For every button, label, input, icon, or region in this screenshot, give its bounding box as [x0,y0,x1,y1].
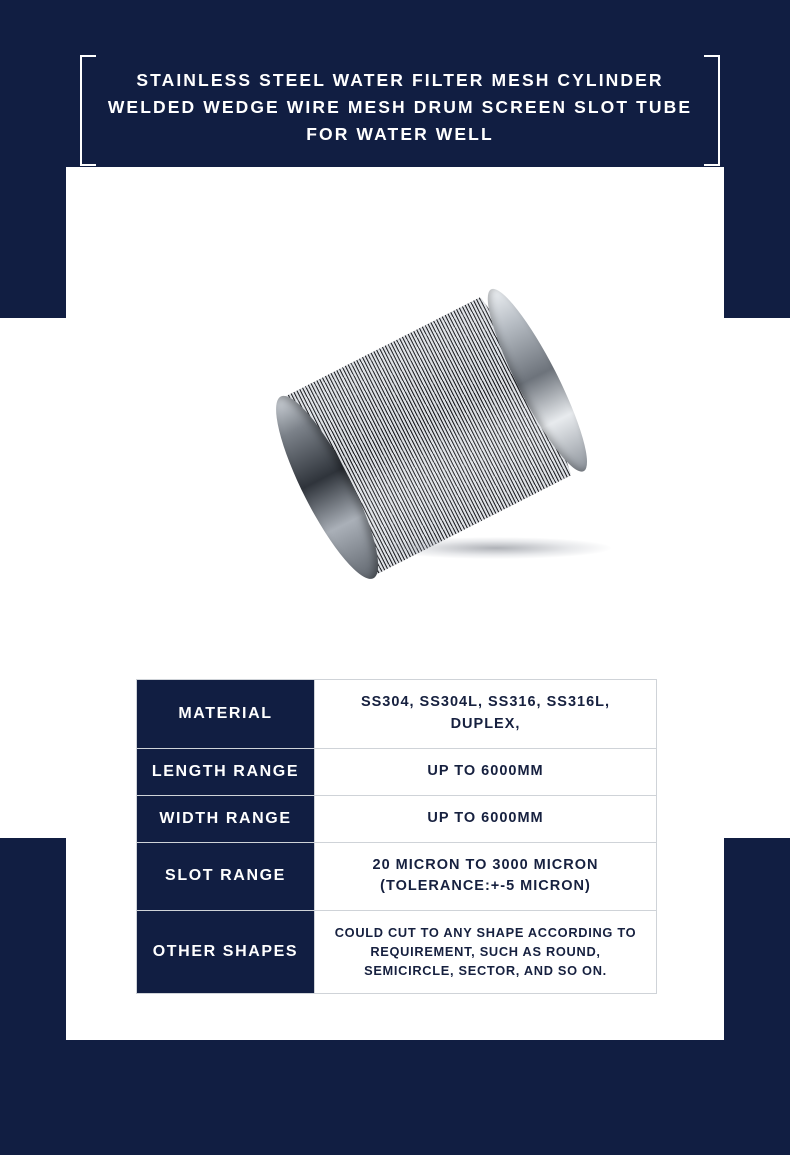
product-image-area [66,167,724,667]
spec-label-slot-range: SLOT RANGE [137,842,315,911]
title-box [80,55,720,162]
table-row [137,748,657,795]
spec-label-material: MATERIAL [137,680,315,749]
table-row [137,680,657,749]
table-row [137,911,657,994]
spec-label-other-shapes: OTHER SHAPES [137,911,315,994]
page-title: STAINLESS STEEL WATER FILTER MESH CYLINDER WELDED WEDGE WIRE MESH DRUM SCREEN SLOT TUBE FOR WATER WELL [107,70,693,145]
specification-table [136,679,657,994]
table-row [137,795,657,842]
spec-value-other-shapes: COULD CUT TO ANY SHAPE ACCORDING TO REQUIREMENT, SUCH AS ROUND, SEMICIRCLE, SECTOR, AND SO ON. [315,911,657,994]
content-card [66,167,724,1040]
product-image [261,297,591,597]
spec-label-width-range: WIDTH RANGE [137,795,315,842]
spec-value-length-range: UP TO 6000MM [315,748,657,795]
table-row [137,842,657,911]
spec-label-length-range: LENGTH RANGE [137,748,315,795]
decorative-band-left [0,318,66,838]
decorative-band-right [724,318,790,838]
spec-value-material: SS304, SS304L, SS316, SS316L, DUPLEX, [315,680,657,749]
spec-value-slot-range: 20 MICRON TO 3000 MICRON (TOLERANCE:+-5 MICRON) [315,842,657,911]
spec-value-width-range: UP TO 6000MM [315,795,657,842]
product-shadow [381,537,611,559]
